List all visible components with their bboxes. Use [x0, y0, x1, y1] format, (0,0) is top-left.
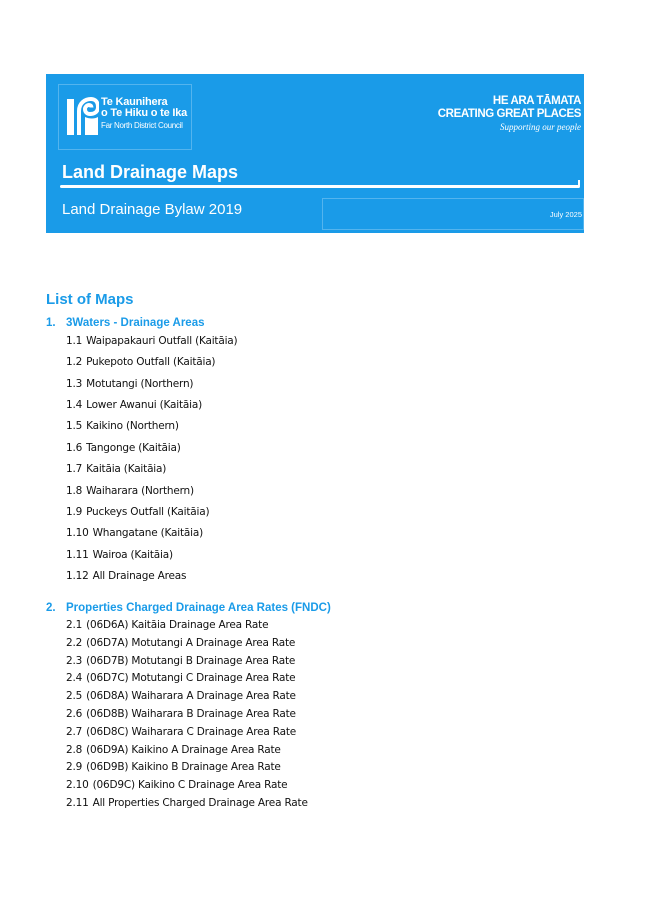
- list-item: [66, 655, 295, 667]
- list-item-label: (06D6A) Kaitāia Drainage Area Rate: [86, 619, 269, 631]
- list-item-number: 1.1: [66, 335, 83, 347]
- list-item: [66, 672, 295, 684]
- tagline-english: CREATING GREAT PLACES: [437, 108, 581, 120]
- list-item: [66, 570, 186, 582]
- section-number: 1.: [46, 317, 56, 329]
- list-item-label: Pukepoto Outfall (Kaitāia): [86, 356, 216, 369]
- list-item: [66, 335, 237, 347]
- council-logo-text: [101, 97, 187, 131]
- list-item-number: 2.7: [66, 725, 83, 738]
- list-item-label: Wairoa (Kaitāia): [92, 548, 173, 561]
- subtitle-frame: [322, 198, 584, 230]
- list-item: [66, 527, 203, 539]
- document-date: July 2025: [549, 210, 582, 219]
- list-item: [66, 420, 179, 432]
- list-item-number: 2.10: [66, 779, 89, 792]
- list-item-label: Tangonge (Kaitāia): [86, 441, 181, 454]
- list-item-number: 1.2: [66, 356, 83, 369]
- list-item-number: 2.4: [66, 672, 83, 685]
- council-logo-icon: [65, 95, 99, 139]
- section-heading: [46, 602, 331, 614]
- page-subtitle: Land Drainage Bylaw 2019: [62, 201, 243, 218]
- logo-line-2: o Te Hiku o te Ika: [101, 107, 188, 119]
- list-item: [66, 744, 281, 756]
- header-banner: [46, 74, 584, 233]
- page-title: Land Drainage Maps: [62, 162, 239, 182]
- section-number: 2.: [46, 602, 56, 614]
- list-item-number: 2.2: [66, 636, 83, 649]
- list-item-number: 2.6: [66, 708, 83, 720]
- list-item: [66, 708, 296, 720]
- list-item: [66, 619, 268, 631]
- list-item-number: 2.3: [66, 654, 83, 667]
- list-item-number: 2.1: [66, 619, 83, 631]
- list-item-number: 1.12: [66, 569, 89, 582]
- list-title: List of Maps: [46, 291, 134, 308]
- list-item-number: 1.8: [66, 484, 83, 497]
- list-item-label: Puckeys Outfall (Kaitāia): [86, 505, 210, 518]
- list-item: [66, 356, 215, 368]
- list-item-label: (06D9C) Kaikino C Drainage Area Rate: [92, 779, 288, 792]
- list-item: [66, 549, 173, 561]
- list-item-label: All Drainage Areas: [92, 569, 187, 582]
- list-item-label: (06D9A) Kaikino A Drainage Area Rate: [86, 743, 281, 756]
- list-item-label: All Properties Charged Drainage Area Rate: [92, 797, 308, 809]
- list-item-label: Waiharara (Northern): [86, 484, 194, 497]
- list-item-number: 1.11: [66, 548, 89, 561]
- list-item-number: 2.5: [66, 690, 83, 703]
- list-item-label: Kaitāia (Kaitāia): [86, 463, 167, 476]
- list-item-number: 1.6: [66, 441, 83, 454]
- section-title: Properties Charged Drainage Area Rates (FNDC): [66, 602, 331, 614]
- logo-line-3: Far North District Council: [101, 121, 183, 130]
- list-item-label: (06D8A) Waiharara A Drainage Area Rate: [86, 690, 296, 703]
- tagline-sub: Supporting our people: [500, 122, 581, 132]
- list-item: [66, 637, 295, 649]
- list-item-number: 1.4: [66, 399, 83, 412]
- list-item: [66, 797, 308, 809]
- list-item-number: 2.9: [66, 761, 83, 774]
- tagline: [438, 95, 581, 134]
- list-item: [66, 726, 296, 738]
- list-item-label: (06D8C) Waiharara C Drainage Area Rate: [86, 725, 297, 738]
- section-title: 3Waters - Drainage Areas: [66, 317, 205, 329]
- list-item-number: 1.5: [66, 420, 83, 433]
- list-item-label: (06D9B) Kaikino B Drainage Area Rate: [86, 761, 281, 774]
- list-item-number: 2.8: [66, 743, 83, 756]
- list-item-label: (06D7C) Motutangi C Drainage Area Rate: [86, 672, 296, 685]
- list-item: [66, 506, 209, 518]
- council-logo: [58, 84, 192, 150]
- list-item: [66, 485, 194, 497]
- list-item-label: Waipapakauri Outfall (Kaitāia): [86, 335, 238, 347]
- list-item: [66, 378, 193, 390]
- list-item-number: 1.9: [66, 505, 83, 518]
- tagline-maori: HE ARA TĀMATA: [492, 95, 581, 107]
- list-item-label: (06D8B) Waiharara B Drainage Area Rate: [86, 708, 296, 720]
- list-item: [66, 442, 181, 454]
- list-item: [66, 399, 202, 411]
- list-item: [66, 761, 281, 773]
- list-item-label: Lower Awanui (Kaitāia): [86, 399, 202, 412]
- list-item-label: (06D7A) Motutangi A Drainage Area Rate: [86, 636, 296, 649]
- list-item-label: Whangatane (Kaitāia): [92, 527, 203, 540]
- list-item-number: 1.7: [66, 463, 83, 476]
- list-item-label: (06D7B) Motutangi B Drainage Area Rate: [86, 654, 296, 667]
- list-item-label: Kaikino (Northern): [86, 420, 179, 433]
- list-item-number: 1.10: [66, 527, 89, 540]
- list-item: [66, 690, 296, 702]
- title-divider: [60, 185, 580, 188]
- logo-line-1: Te Kaunihera: [101, 96, 168, 108]
- list-item: [66, 463, 166, 475]
- list-item: [66, 779, 287, 791]
- list-item-label: Motutangi (Northern): [86, 377, 194, 390]
- list-item-number: 1.3: [66, 377, 83, 390]
- divider-end-mark: [578, 180, 580, 186]
- list-item-number: 2.11: [66, 797, 89, 809]
- section-heading: [46, 317, 204, 329]
